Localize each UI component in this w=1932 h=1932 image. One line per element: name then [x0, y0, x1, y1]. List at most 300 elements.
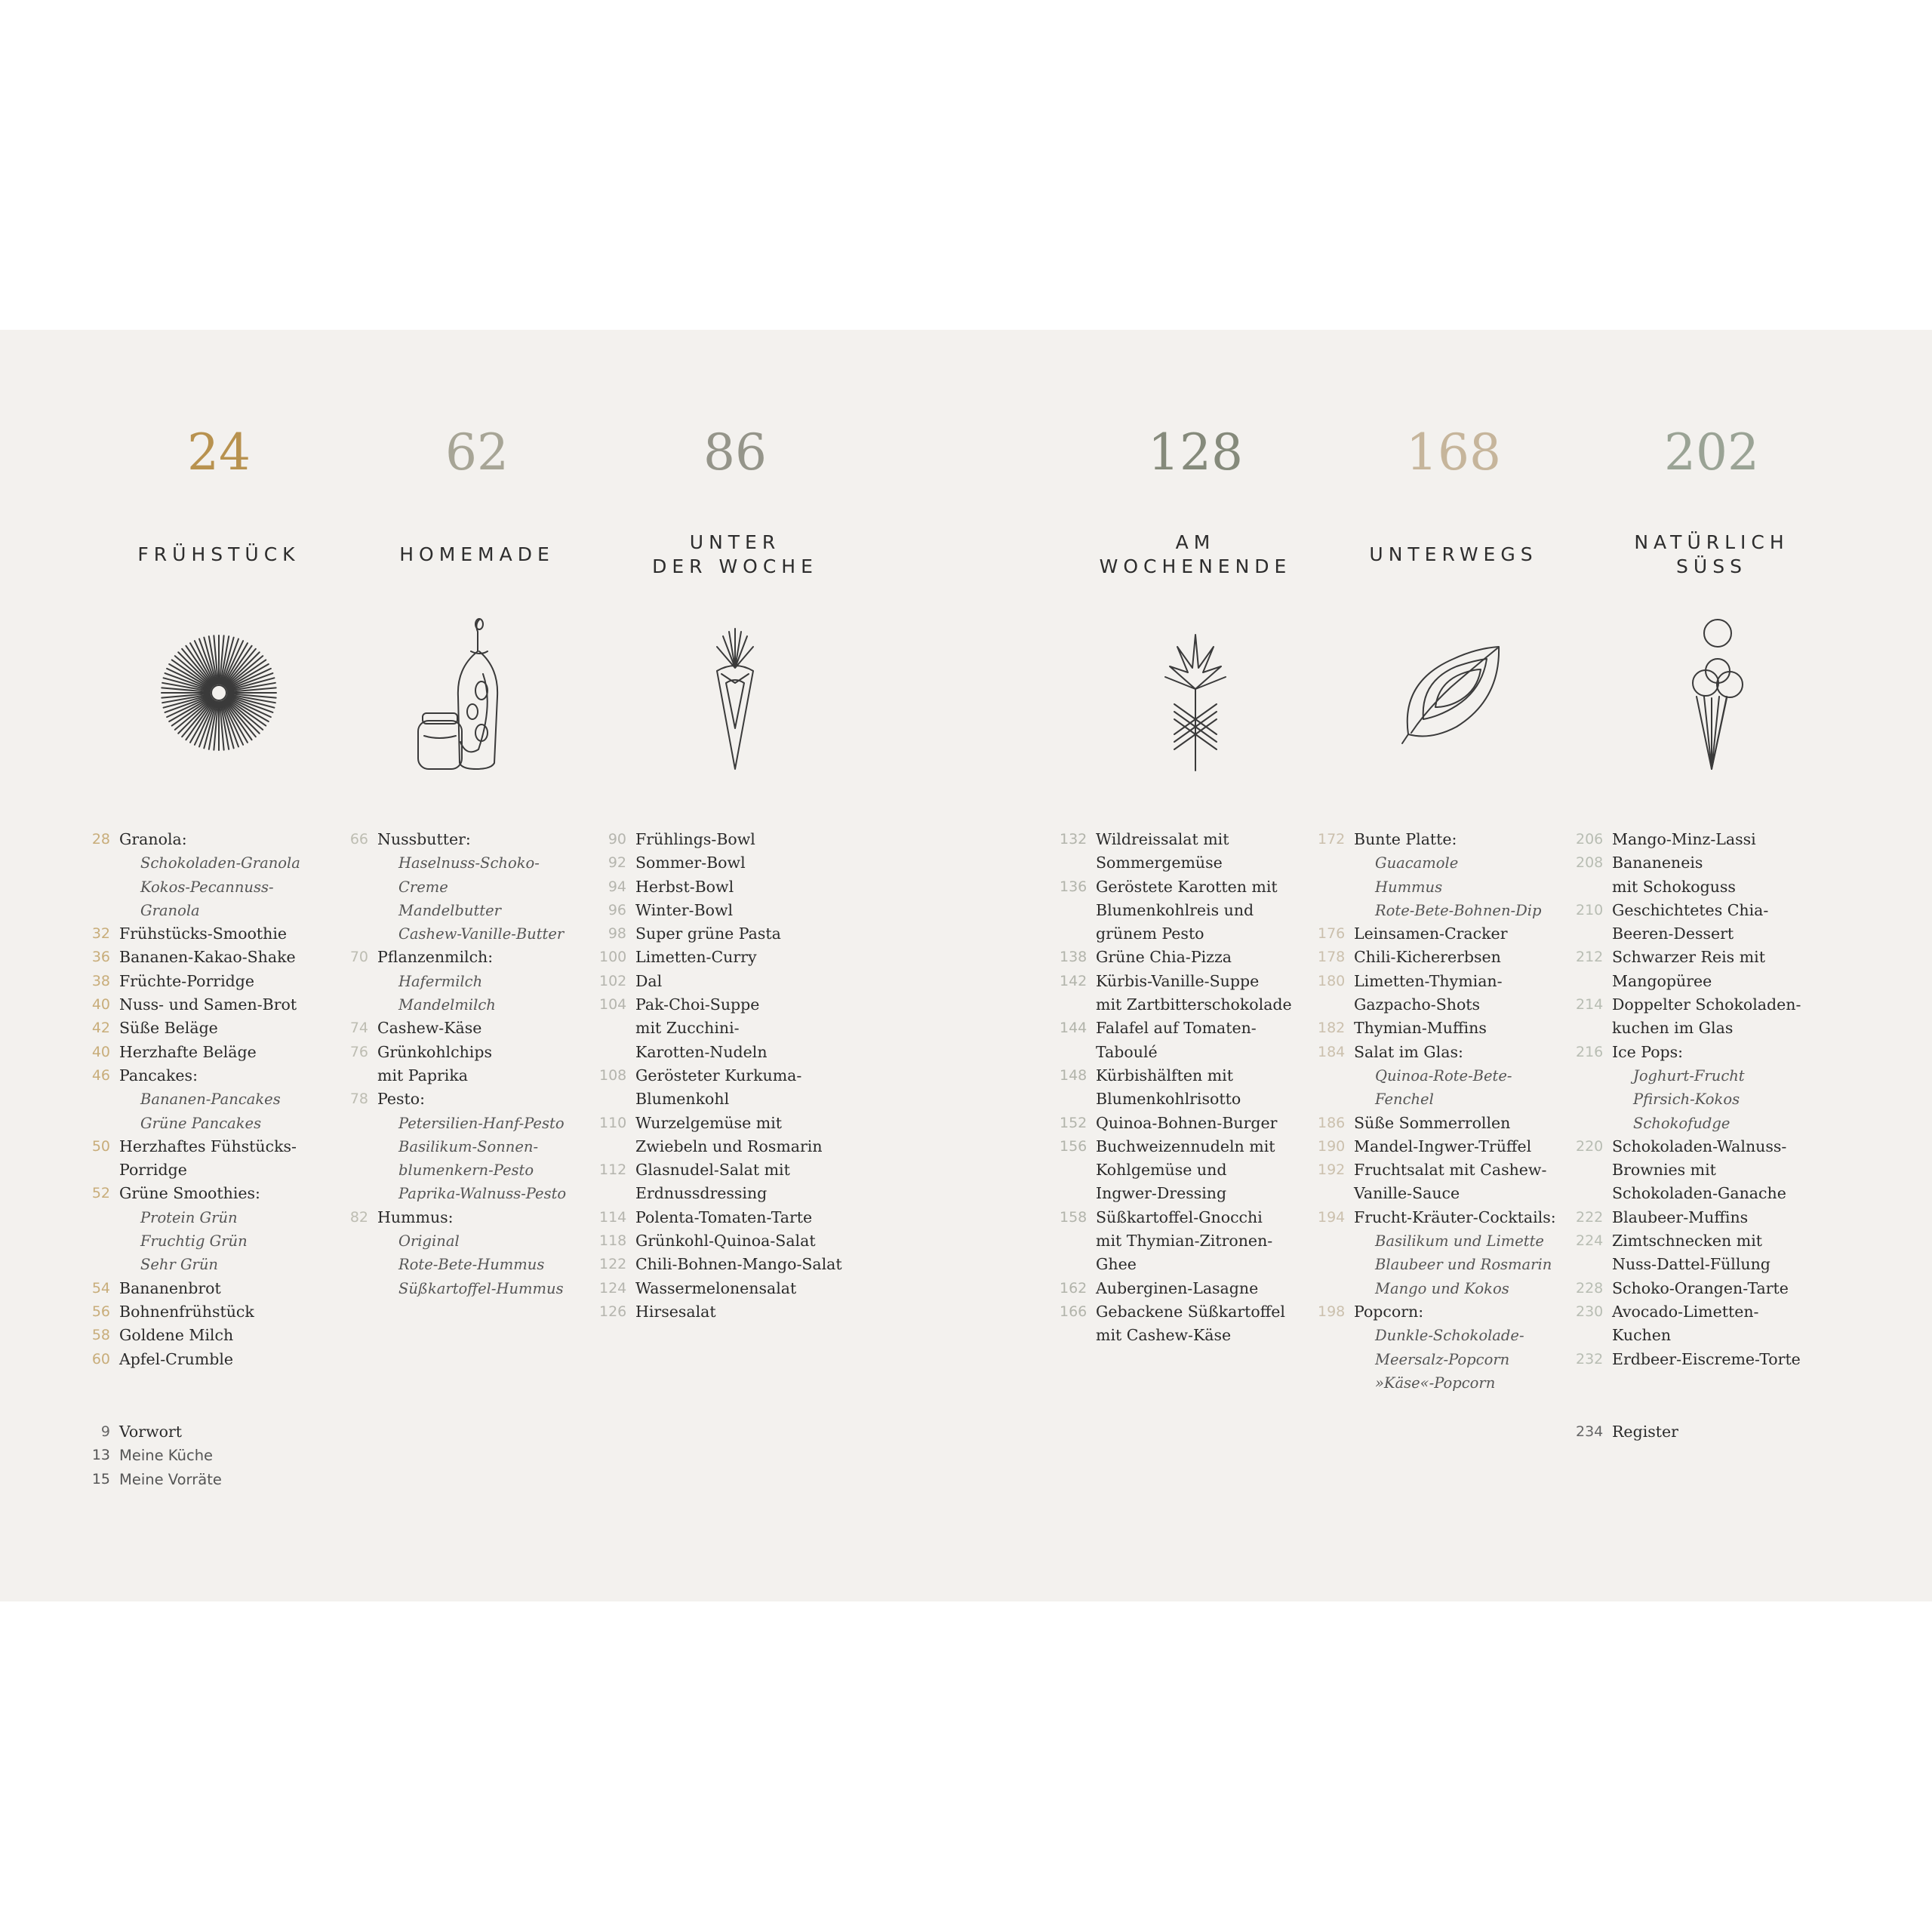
entry-title: Blaubeer-Muffins	[1612, 1208, 1749, 1226]
chapter-title[interactable]: FRÜHSTÜCK	[137, 543, 300, 565]
toc-entry[interactable]	[1060, 851, 1324, 875]
leaf-icon	[1378, 614, 1529, 772]
chapter-column-4	[1060, 330, 1324, 1601]
toc-entry[interactable]	[599, 1229, 863, 1253]
recipe-sub-item[interactable]	[1318, 1371, 1582, 1395]
toc-entry[interactable]	[83, 1182, 347, 1205]
chapter-title[interactable]: NATÜRLICH SÜSS	[1634, 531, 1789, 577]
entry-title: Grüne Pancakes	[140, 1114, 262, 1132]
entry-title: Falafel auf Tomaten-	[1096, 1019, 1257, 1038]
entry-page-number: 15	[91, 1470, 110, 1487]
entry-title: mit Cashew-Käse	[1096, 1326, 1232, 1345]
chapter-page-number[interactable]: 24	[187, 423, 251, 481]
recipe-sub-item[interactable]	[341, 1135, 605, 1158]
entry-title: Wildreissalat mit	[1096, 830, 1229, 848]
entry-title: Sommergemüse	[1096, 854, 1223, 872]
entry-title: Meine Küche	[119, 1447, 214, 1465]
entry-title: Mandelmilch	[398, 996, 496, 1014]
entry-title: Pflanzenmilch:	[377, 948, 494, 967]
toc-entry[interactable]	[599, 1277, 863, 1300]
entry-title: Zwiebeln und Rosmarin	[635, 1137, 823, 1155]
toc-entry[interactable]	[1318, 1112, 1582, 1135]
entry-title: Zimtschnecken mit	[1612, 1232, 1763, 1251]
entry-page-number: 52	[91, 1185, 110, 1202]
toc-entry[interactable]	[1060, 899, 1324, 922]
recipe-sub-item[interactable]	[341, 851, 605, 875]
entry-title: Hafermilch	[398, 972, 483, 990]
entry-title: Doppelter Schokoladen-	[1612, 995, 1801, 1014]
entry-page-number: 114	[599, 1208, 627, 1226]
entry-title: Granola	[140, 901, 200, 919]
toc-entry[interactable]	[1318, 1017, 1582, 1040]
entry-title: Pancakes:	[119, 1066, 198, 1084]
entry-title: Avocado-Limetten-	[1612, 1302, 1759, 1321]
entry-title: Mandel-Ingwer-Trüffel	[1354, 1137, 1532, 1155]
toc-entry[interactable]	[83, 1064, 347, 1088]
entry-page-number: 148	[1060, 1066, 1088, 1084]
entry-page-number: 46	[91, 1066, 110, 1084]
entry-title: mit Paprika	[377, 1066, 468, 1084]
recipe-sub-item[interactable]	[1318, 1277, 1582, 1300]
entry-title: Rote-Bete-Bohnen-Dip	[1375, 901, 1542, 919]
recipe-sub-item[interactable]	[83, 1253, 347, 1276]
toc-entry[interactable]	[1576, 1229, 1840, 1253]
entry-title: Beeren-Dessert	[1612, 924, 1734, 943]
chapter-page-number[interactable]: 202	[1664, 423, 1759, 481]
toc-entry[interactable]	[1060, 1253, 1324, 1276]
entry-page-number: 76	[349, 1043, 368, 1060]
toc-entry[interactable]	[1060, 1300, 1324, 1324]
toc-entry[interactable]	[1060, 1041, 1324, 1064]
chapter-column-1	[91, 330, 347, 1601]
recipe-sub-item[interactable]	[1576, 1112, 1840, 1135]
entry-page-number: 13	[91, 1447, 110, 1464]
toc-entry[interactable]	[83, 1277, 347, 1300]
entry-page-number: 56	[91, 1303, 110, 1320]
entry-title: Frühstücks-Smoothie	[119, 924, 288, 943]
toc-entry[interactable]	[83, 1017, 347, 1040]
toc-entry[interactable]	[599, 1158, 863, 1182]
entry-title: Brownies mit	[1612, 1161, 1716, 1180]
entry-page-number: 152	[1060, 1114, 1088, 1131]
entry-title: Fenchel	[1375, 1091, 1434, 1109]
recipe-sub-item[interactable]	[1318, 875, 1582, 899]
entry-page-number: 192	[1318, 1161, 1346, 1179]
entry-title: Bananeneis	[1612, 854, 1703, 872]
front-back-matter-list	[83, 1420, 347, 1491]
toc-entry[interactable]	[341, 1088, 605, 1111]
toc-entry[interactable]	[1060, 875, 1324, 899]
entry-title: Pesto:	[377, 1090, 426, 1109]
entry-title: Petersilien-Hanf-Pesto	[398, 1114, 565, 1132]
recipe-sub-item[interactable]	[83, 851, 347, 875]
toc-entry[interactable]	[1318, 1158, 1582, 1182]
toc-entry[interactable]	[1060, 993, 1324, 1017]
toc-entry[interactable]	[341, 1041, 605, 1064]
entry-page-number: 176	[1318, 925, 1346, 943]
entry-page-number: 224	[1576, 1232, 1604, 1250]
toc-entry[interactable]	[1576, 899, 1840, 922]
recipe-sub-item[interactable]	[83, 1206, 347, 1229]
recipe-list	[599, 828, 863, 1324]
recipe-sub-item[interactable]	[341, 970, 605, 993]
toc-entry[interactable]	[599, 922, 863, 946]
entry-title: Bunte Platte:	[1354, 830, 1457, 848]
recipe-sub-item[interactable]	[341, 1112, 605, 1135]
entry-page-number: 40	[91, 1043, 110, 1060]
entry-page-number: 110	[599, 1114, 627, 1131]
toc-entry[interactable]	[83, 1444, 347, 1467]
toc-entry[interactable]	[83, 1348, 347, 1371]
recipe-list	[1318, 828, 1582, 1395]
toc-entry[interactable]	[1318, 970, 1582, 993]
entry-page-number: 194	[1318, 1208, 1346, 1226]
toc-entry[interactable]	[1060, 1158, 1324, 1182]
entry-page-number: 82	[349, 1208, 368, 1226]
toc-entry[interactable]	[1576, 1348, 1840, 1371]
entry-page-number: 118	[599, 1232, 627, 1250]
toc-entry[interactable]	[599, 851, 863, 875]
toc-entry[interactable]	[1576, 946, 1840, 969]
toc-entry[interactable]	[1576, 875, 1840, 899]
toc-entry[interactable]	[1576, 851, 1840, 875]
entry-title: mit Zucchini-	[635, 1019, 740, 1038]
toc-entry[interactable]	[83, 1420, 347, 1444]
recipe-sub-item[interactable]	[1318, 899, 1582, 922]
toc-entry[interactable]	[341, 828, 605, 851]
recipe-sub-item[interactable]	[341, 1253, 605, 1276]
entry-title: Mangopüree	[1612, 971, 1712, 990]
toc-entry[interactable]	[599, 899, 863, 922]
toc-entry[interactable]	[1060, 1324, 1324, 1347]
entry-page-number: 50	[91, 1137, 110, 1155]
toc-entry[interactable]	[1318, 1041, 1582, 1064]
entry-title: »Käse«-Popcorn	[1375, 1374, 1496, 1392]
toc-entry[interactable]	[1576, 1277, 1840, 1300]
toc-entry[interactable]	[1576, 828, 1840, 851]
entry-page-number: 54	[91, 1279, 110, 1297]
toc-entry[interactable]	[1060, 1182, 1324, 1205]
entry-title: Buchweizennudeln mit	[1096, 1137, 1275, 1155]
toc-entry[interactable]	[83, 993, 347, 1017]
recipe-sub-item[interactable]	[341, 993, 605, 1017]
entry-page-number: 100	[599, 949, 627, 966]
entry-title: Popcorn:	[1354, 1302, 1424, 1321]
toc-entry[interactable]	[1576, 1253, 1840, 1276]
entry-title: Rote-Bete-Hummus	[398, 1256, 545, 1274]
toc-entry[interactable]	[1576, 993, 1840, 1017]
entry-page-number: 70	[349, 949, 368, 966]
recipe-sub-item[interactable]	[83, 1112, 347, 1135]
chapter-page-number[interactable]: 128	[1148, 423, 1243, 481]
recipe-list	[1576, 828, 1840, 1371]
toc-entry[interactable]	[83, 1324, 347, 1347]
toc-entry[interactable]	[83, 922, 347, 946]
toc-entry[interactable]	[599, 1088, 863, 1111]
entry-title: Gebackene Süßkartoffel	[1096, 1302, 1285, 1321]
entry-title: Blaubeer und Rosmarin	[1375, 1256, 1552, 1274]
entry-title: Grünkohlchips	[377, 1042, 492, 1061]
entry-title: Sommer-Bowl	[635, 854, 746, 872]
entry-page-number: 36	[91, 949, 110, 966]
toc-entry[interactable]	[1576, 1206, 1840, 1229]
toc-entry[interactable]	[1576, 1420, 1840, 1444]
entry-title: Meine Vorräte	[119, 1470, 222, 1488]
entry-page-number: 220	[1576, 1137, 1604, 1155]
entry-title: Herbst-Bowl	[635, 877, 734, 896]
recipe-sub-item[interactable]	[1576, 1064, 1840, 1088]
entry-title: Frucht-Kräuter-Cocktails:	[1354, 1208, 1556, 1226]
recipe-sub-item[interactable]	[1318, 1348, 1582, 1371]
toc-entry[interactable]	[599, 828, 863, 851]
entry-title: Grüne Chia-Pizza	[1096, 948, 1232, 967]
toc-entry[interactable]	[1318, 993, 1582, 1017]
entry-page-number: 180	[1318, 972, 1346, 989]
chapter-column-5	[1318, 330, 1582, 1601]
entry-title: Limetten-Thymian-	[1354, 971, 1503, 990]
toc-entry[interactable]	[1060, 1229, 1324, 1253]
toc-entry[interactable]	[1060, 1064, 1324, 1088]
entry-title: Kokos-Pecannuss-	[140, 878, 274, 896]
toc-entry[interactable]	[599, 970, 863, 993]
entry-title: Schoko-Orangen-Tarte	[1612, 1278, 1789, 1297]
toc-entry[interactable]	[599, 993, 863, 1017]
entry-title: Grünkohl-Quinoa-Salat	[635, 1232, 816, 1251]
toc-entry[interactable]	[1318, 1182, 1582, 1205]
toc-entry[interactable]	[341, 946, 605, 969]
toc-entry[interactable]	[1576, 1158, 1840, 1182]
toc-entry[interactable]	[1318, 1300, 1582, 1324]
entry-page-number: 104	[599, 996, 627, 1014]
chapter-title[interactable]: HOMEMADE	[399, 543, 555, 565]
toc-entry[interactable]	[1576, 922, 1840, 946]
toc-entry[interactable]	[599, 1112, 863, 1135]
entry-page-number: 38	[91, 972, 110, 989]
toc-entry[interactable]	[599, 875, 863, 899]
entry-page-number: 138	[1060, 949, 1088, 966]
entry-title: Basilikum-Sonnen-	[398, 1137, 539, 1155]
entry-page-number: 58	[91, 1327, 110, 1344]
entry-title: Granola:	[119, 830, 187, 848]
chapter-column-3	[599, 330, 863, 1601]
recipe-sub-item[interactable]	[1318, 1064, 1582, 1088]
toc-entry[interactable]	[1060, 1017, 1324, 1040]
entry-title: Bananenbrot	[119, 1278, 221, 1297]
recipe-sub-item[interactable]	[83, 899, 347, 922]
toc-entry[interactable]	[83, 828, 347, 851]
entry-page-number: 162	[1060, 1279, 1088, 1297]
entry-title: Wassermelonensalat	[635, 1278, 797, 1297]
front-back-matter-list	[1576, 1420, 1840, 1444]
entry-page-number: 142	[1060, 972, 1088, 989]
entry-title: Sehr Grün	[140, 1256, 218, 1274]
recipe-sub-item[interactable]	[341, 1229, 605, 1253]
entry-page-number: 92	[608, 854, 626, 872]
entry-title: Bananen-Kakao-Shake	[119, 948, 296, 967]
entry-title: Grüne Smoothies:	[119, 1184, 260, 1203]
chapter-page-number[interactable]: 62	[445, 423, 509, 481]
entry-title: Schokoladen-Granola	[140, 854, 300, 872]
chapter-page-number[interactable]: 168	[1406, 423, 1501, 481]
entry-title: Vorwort	[119, 1423, 182, 1441]
entry-page-number: 9	[100, 1423, 110, 1440]
toc-entry[interactable]	[599, 1041, 863, 1064]
toc-entry[interactable]	[1576, 1135, 1840, 1158]
toc-entry[interactable]	[1576, 1017, 1840, 1040]
sun-rays-icon	[143, 614, 294, 772]
entry-title: Chili-Kichererbsen	[1354, 948, 1501, 967]
entry-page-number: 96	[608, 901, 626, 918]
toc-entry[interactable]	[599, 946, 863, 969]
toc-entry[interactable]	[1318, 922, 1582, 946]
carrot-icon	[660, 614, 811, 772]
toc-entry[interactable]	[1318, 828, 1582, 851]
toc-entry[interactable]	[83, 1158, 347, 1182]
entry-title: Hirsesalat	[635, 1302, 716, 1321]
recipe-sub-item[interactable]	[341, 1277, 605, 1300]
recipe-sub-item[interactable]	[83, 1229, 347, 1253]
recipe-sub-item[interactable]	[83, 875, 347, 899]
recipe-sub-item[interactable]	[341, 1158, 605, 1182]
toc-entry[interactable]	[1060, 970, 1324, 993]
recipe-sub-item[interactable]	[1318, 1229, 1582, 1253]
toc-entry[interactable]	[599, 1064, 863, 1088]
entry-title: Nuss-Dattel-Füllung	[1612, 1255, 1770, 1274]
chapter-title[interactable]: UNTERWEGS	[1369, 543, 1538, 565]
entry-title: Gerösteter Kurkuma-	[635, 1066, 802, 1084]
toc-entry[interactable]	[83, 970, 347, 993]
toc-entry[interactable]	[1060, 1277, 1324, 1300]
entry-title: Guacamole	[1375, 854, 1459, 872]
entry-page-number: 214	[1576, 996, 1604, 1014]
entry-page-number: 158	[1060, 1208, 1088, 1226]
entry-title: Bananen-Pancakes	[140, 1091, 281, 1109]
entry-page-number: 94	[608, 878, 626, 895]
toc-entry[interactable]	[1576, 1324, 1840, 1347]
toc-entry[interactable]	[1060, 922, 1324, 946]
toc-entry[interactable]	[83, 1300, 347, 1324]
toc-entry[interactable]	[1318, 1135, 1582, 1158]
toc-entry[interactable]	[599, 1300, 863, 1324]
entry-title: Cashew-Vanille-Butter	[398, 925, 565, 943]
entry-title: blumenkern-Pesto	[398, 1161, 534, 1180]
recipe-sub-item[interactable]	[1576, 1088, 1840, 1111]
entry-page-number: 228	[1576, 1279, 1604, 1297]
entry-title: Herzhafte Beläge	[119, 1042, 257, 1061]
entry-title: Vanille-Sauce	[1354, 1184, 1460, 1203]
toc-entry[interactable]	[1060, 946, 1324, 969]
recipe-sub-item[interactable]	[341, 875, 605, 899]
recipe-list	[1060, 828, 1324, 1348]
entry-page-number: 78	[349, 1091, 368, 1108]
entry-title: Mango und Kokos	[1375, 1279, 1509, 1297]
entry-title: Polenta-Tomaten-Tarte	[635, 1208, 813, 1226]
toc-entry[interactable]	[599, 1017, 863, 1040]
entry-title: Dal	[635, 971, 663, 990]
toc-entry[interactable]	[341, 1206, 605, 1229]
toc-entry[interactable]	[599, 1206, 863, 1229]
recipe-sub-item[interactable]	[341, 899, 605, 922]
toc-entry[interactable]	[1576, 970, 1840, 993]
toc-entry[interactable]	[599, 1182, 863, 1205]
toc-entry[interactable]	[1318, 1206, 1582, 1229]
entry-title: Thymian-Muffins	[1354, 1019, 1487, 1038]
entry-page-number: 206	[1576, 831, 1604, 848]
toc-entry[interactable]	[1576, 1041, 1840, 1064]
entry-title: Apfel-Crumble	[119, 1349, 234, 1368]
entry-page-number: 98	[608, 925, 626, 943]
entry-title: Nuss- und Samen-Brot	[119, 995, 297, 1014]
entry-page-number: 234	[1576, 1423, 1604, 1440]
entry-title: Fruchtsalat mit Cashew-	[1354, 1161, 1547, 1180]
entry-title: Salat im Glas:	[1354, 1042, 1463, 1061]
entry-title: Herzhaftes Fühstücks-	[119, 1137, 297, 1155]
entry-page-number: 166	[1060, 1303, 1088, 1320]
entry-title: Kürbis-Vanille-Suppe	[1096, 971, 1260, 990]
chapter-page-number[interactable]: 86	[703, 423, 767, 481]
toc-entry[interactable]	[1060, 1135, 1324, 1158]
recipe-sub-item[interactable]	[83, 1088, 347, 1111]
recipe-sub-item[interactable]	[1318, 1324, 1582, 1347]
recipe-sub-item[interactable]	[1318, 1088, 1582, 1111]
toc-entry[interactable]	[1576, 1300, 1840, 1324]
bottle-and-jar-icon	[401, 614, 552, 772]
toc-entry[interactable]	[341, 1017, 605, 1040]
recipe-sub-item[interactable]	[1318, 1253, 1582, 1276]
entry-title: Früchte-Porridge	[119, 971, 255, 990]
entry-title: Register	[1612, 1423, 1678, 1441]
recipe-sub-item[interactable]	[1318, 851, 1582, 875]
chapter-title[interactable]: UNTER DER WOCHE	[652, 531, 818, 577]
entry-title: Frühlings-Bowl	[635, 830, 755, 848]
toc-entry[interactable]	[1060, 1088, 1324, 1111]
toc-entry[interactable]	[83, 1041, 347, 1064]
entry-page-number: 156	[1060, 1137, 1088, 1155]
toc-entry[interactable]	[1060, 1206, 1324, 1229]
toc-entry[interactable]	[1318, 946, 1582, 969]
entry-title: Quinoa-Bohnen-Burger	[1096, 1113, 1278, 1132]
entry-title: Basilikum und Limette	[1375, 1232, 1544, 1251]
entry-title: Erdbeer-Eiscreme-Torte	[1612, 1349, 1801, 1368]
toc-entry[interactable]	[341, 1064, 605, 1088]
entry-title: Goldene Milch	[119, 1326, 234, 1345]
entry-page-number: 112	[599, 1161, 627, 1179]
toc-entry[interactable]	[599, 1135, 863, 1158]
entry-title: Original	[398, 1232, 460, 1251]
toc-entry[interactable]	[83, 946, 347, 969]
toc-entry[interactable]	[1576, 1182, 1840, 1205]
toc-entry[interactable]	[83, 1468, 347, 1491]
entry-title: mit Schokoguss	[1612, 877, 1736, 896]
recipe-sub-item[interactable]	[341, 922, 605, 946]
entry-title: Cashew-Käse	[377, 1019, 482, 1038]
entry-title: kuchen im Glas	[1612, 1019, 1734, 1038]
toc-entry[interactable]	[599, 1253, 863, 1276]
entry-title: Kürbishälften mit	[1096, 1066, 1233, 1084]
toc-entry[interactable]	[1060, 828, 1324, 851]
entry-page-number: 184	[1318, 1043, 1346, 1060]
entry-title: Dunkle-Schokolade-	[1375, 1327, 1524, 1345]
recipe-sub-item[interactable]	[341, 1182, 605, 1205]
entry-title: Ice Pops:	[1612, 1042, 1684, 1061]
toc-entry[interactable]	[83, 1135, 347, 1158]
entry-page-number: 212	[1576, 949, 1604, 966]
entry-page-number: 178	[1318, 949, 1346, 966]
entry-title: mit Zartbitterschokolade	[1096, 995, 1292, 1014]
toc-entry[interactable]	[1060, 1112, 1324, 1135]
entry-page-number: 172	[1318, 831, 1346, 848]
chapter-title[interactable]: AM WOCHENENDE	[1099, 531, 1292, 577]
